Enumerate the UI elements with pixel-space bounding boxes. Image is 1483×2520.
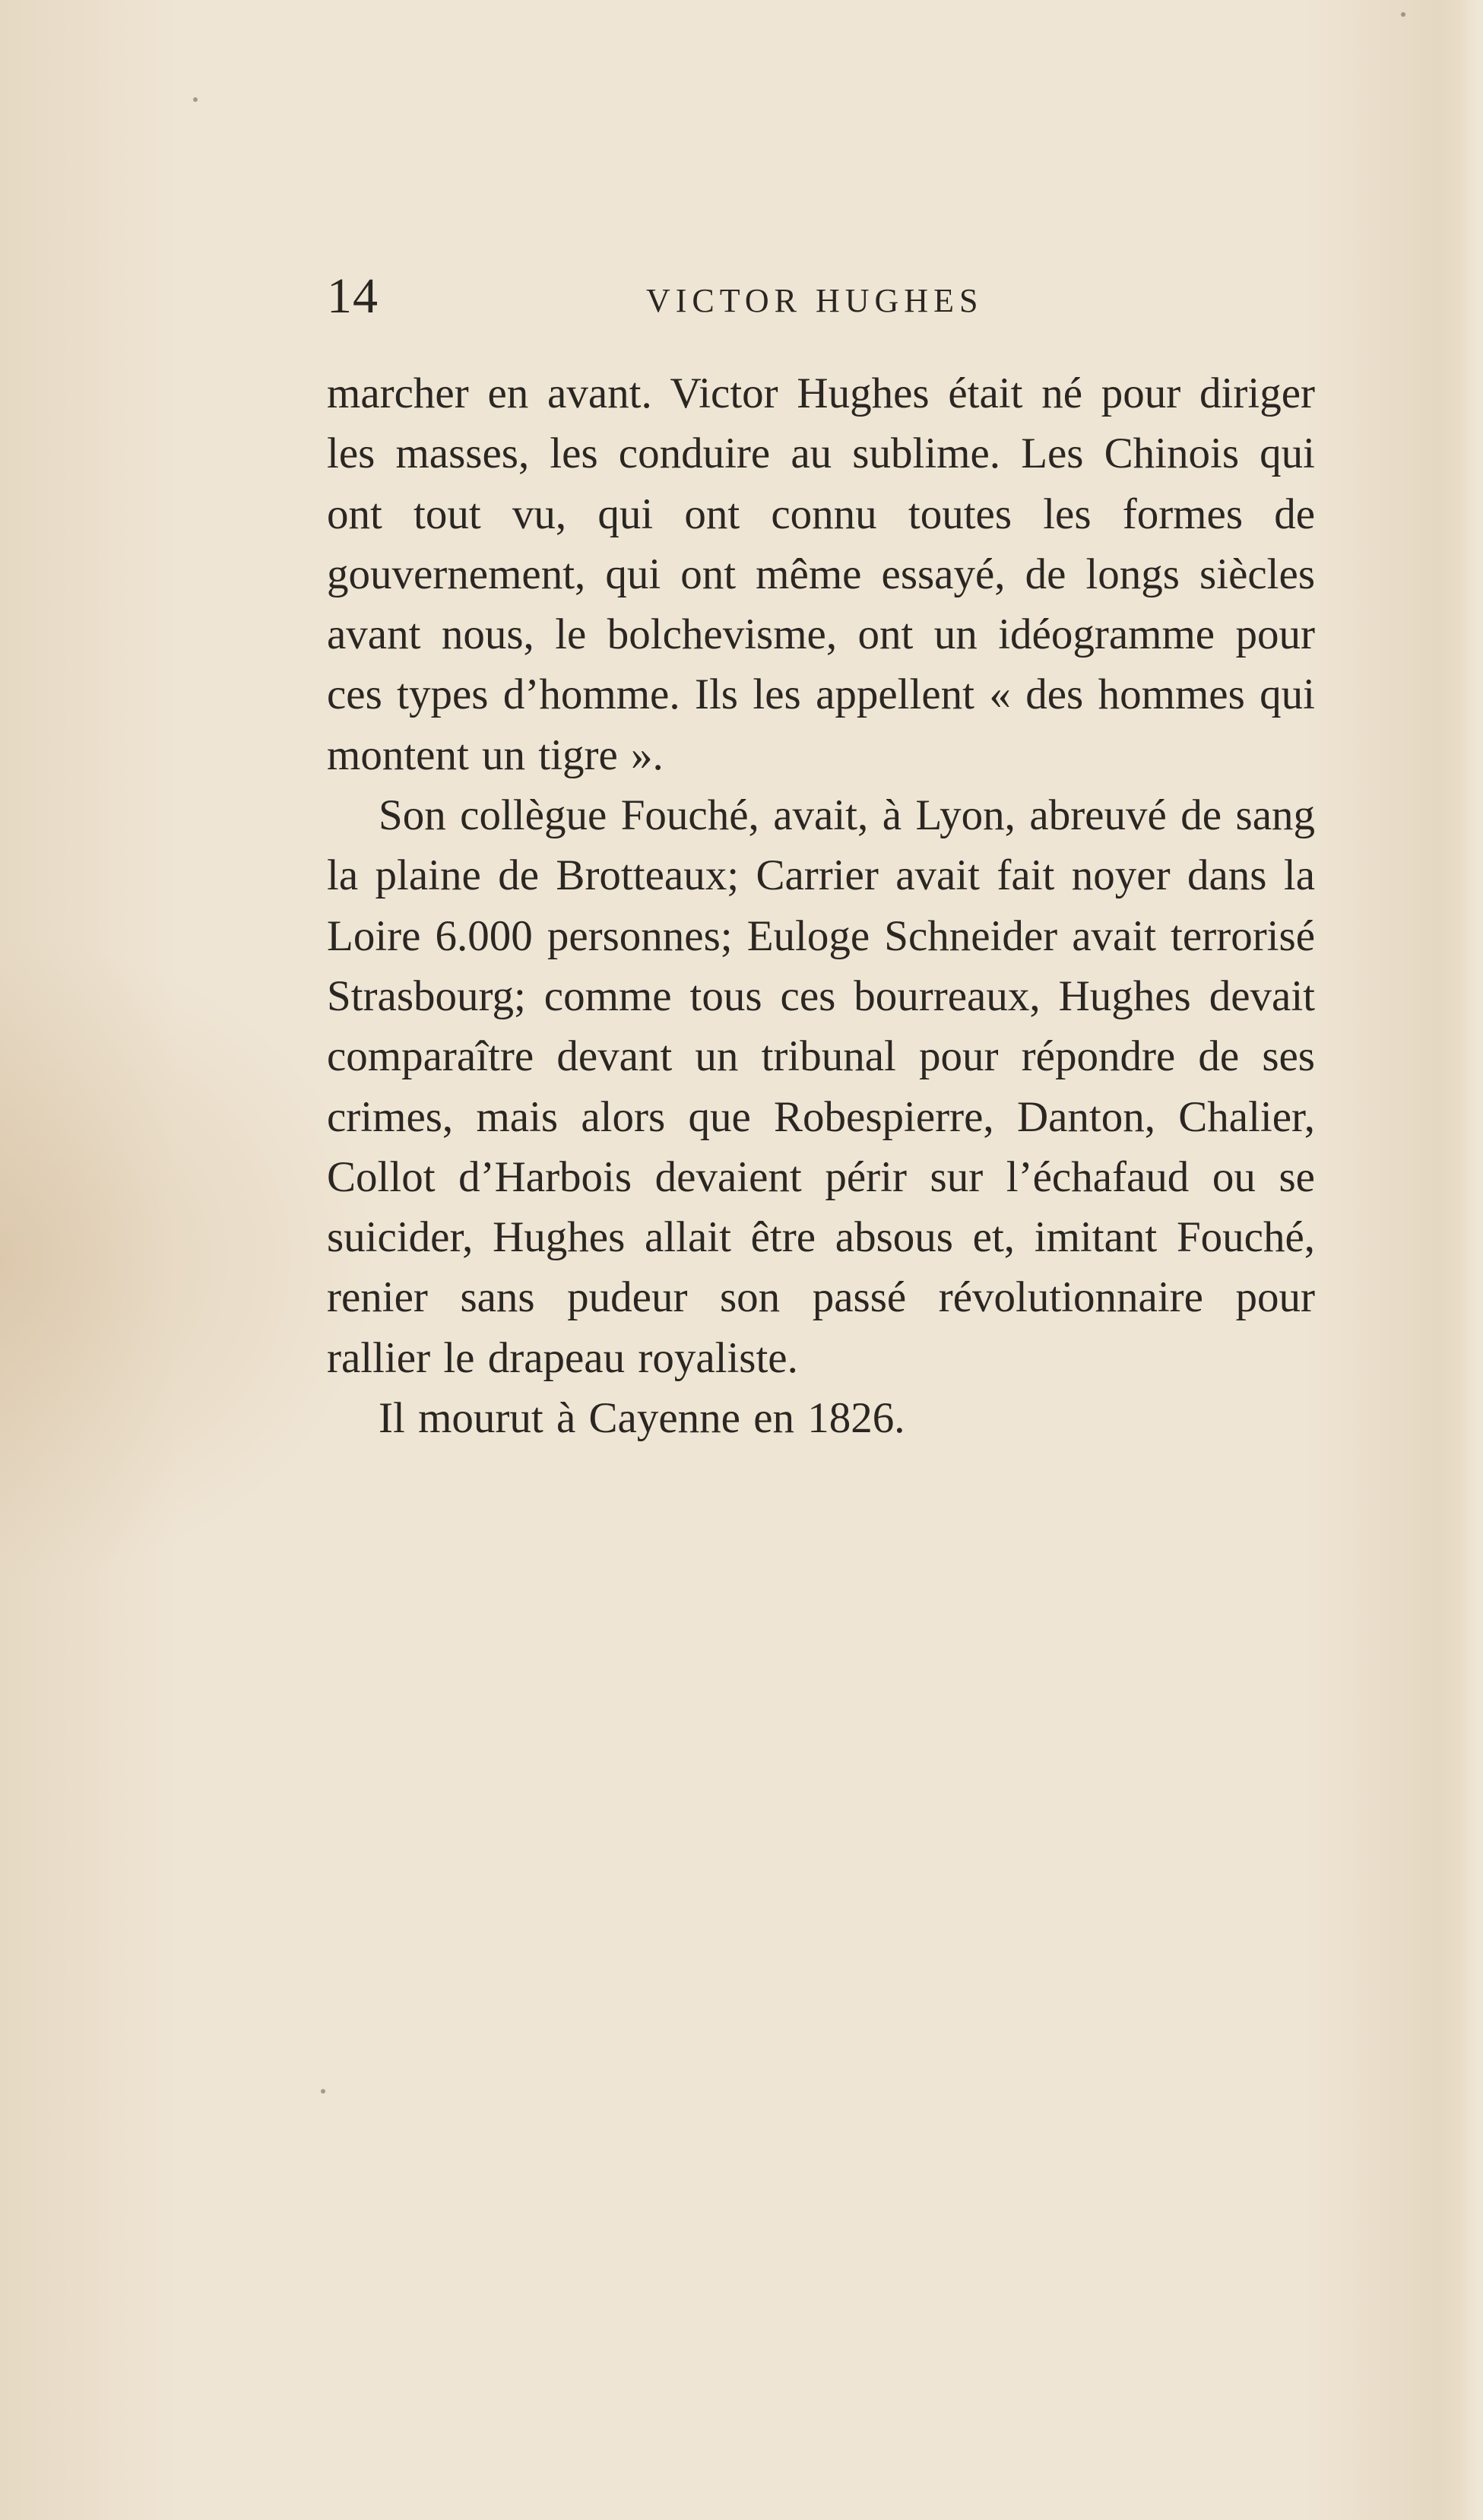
- body-text: [327, 363, 1315, 1448]
- paper-speck: [1401, 12, 1405, 17]
- paper-speck: [321, 2089, 325, 2094]
- paragraph: Il mourut à Cayenne en 1826.: [379, 1394, 905, 1443]
- paragraph: marcher en avant. Victor Hughes était né pour diriger les masses, les conduire au sublime. Les Chinois qui ont tout vu, qui ont connu toutes les formes de gouvernement, qui ont même essayé, de longs siècles avant nous, le bolchevisme, ont un idéogramme pour ces types d’homme. Ils les appellent « des hommes qui montent un tigre ».: [327, 369, 1315, 779]
- page-number: 14: [327, 268, 379, 324]
- paragraph: Son collègue Fouché, avait, à Lyon, abreuvé de sang la plaine de Brotteaux; Carrier avait fait noyer dans la Loire 6.000 personnes; Euloge Schneider avait terrorisé Strasbourg; comme tous ces bourreaux, Hughes devait comparaître devant un tribunal pour répondre de ses crimes, mais alors que Robespierre, Danton, Chalier, Collot d’Harbois devaient périr sur l’échafaud ou se suicider, Hughes allait être absous et, imitant Fouché, renier sans pudeur son passé révolutionnaire pour rallier le drapeau royaliste.: [327, 791, 1315, 1382]
- paper-speck: [193, 97, 198, 102]
- page-header: [327, 266, 1315, 327]
- page-edge: [1460, 0, 1483, 2520]
- running-title: VICTOR HUGHES: [646, 282, 984, 319]
